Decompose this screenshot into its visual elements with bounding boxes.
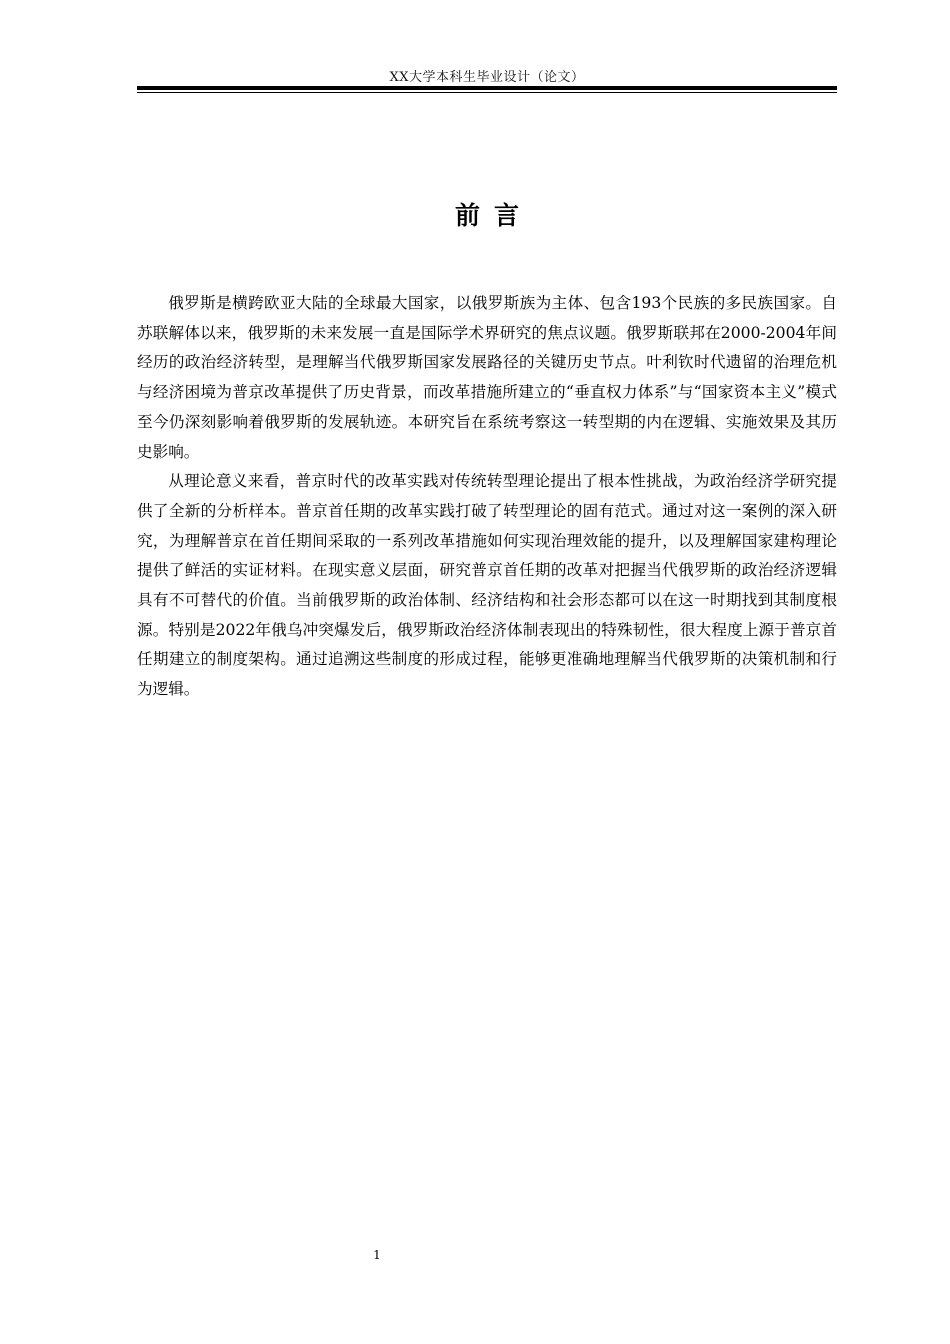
- paragraph-significance: 从理论意义来看，普京时代的改革实践对传统转型理论提出了根本性挑战，为政治经济学研究提供了全新的分析样本。普京首任期的改革实践打破了转型理论的固有范式。通过对这一案例的深入研究，为理解普京在首任期间采取的一系列改革措施如何实现治理效能的提升，以及理解国家建构理论提供了鲜活的实证材料。在现实意义层面，研究普京首任期的改革对把握当代俄罗斯的政治经济逻辑具有不可替代的价值。当前俄罗斯的政治体制、经济结构和社会形态都可以在这一时期找到其制度根源。特别是2022年俄乌冲突爆发后，俄罗斯政治经济体制表现出的特殊韧性，很大程度上源于普京首任期建立的制度架构。通过追溯这些制度的形成过程，能够更准确地理解当代俄罗斯的决策机制和行为逻辑。: [137, 472, 837, 699]
- header-rule-thick: [137, 86, 837, 90]
- body-text: [137, 289, 837, 705]
- section-title: 前言: [454, 201, 533, 230]
- header-rule-thin: [137, 92, 837, 93]
- page-number: 1: [373, 1248, 381, 1262]
- running-header: XX大学本科生毕业设计（论文）: [389, 70, 585, 85]
- paragraph-intro: 俄罗斯是横跨欧亚大陆的全球最大国家，以俄罗斯族为主体、包含193个民族的多民族国家。自苏联解体以来，俄罗斯的未来发展一直是国际学术界研究的焦点议题。俄罗斯联邦在2000-2004年间经历的政治经济转型，是理解当代俄罗斯国家发展路径的关键历史节点。叶利钦时代遗留的治理危机与经济困境为普京改革提供了历史背景，而改革措施所建立的“垂直权力体系”与“国家资本主义”模式至今仍深刻影响着俄罗斯的发展轨迹。本研究旨在系统考察这一转型期的内在逻辑、实施效果及其历史影响。: [137, 294, 837, 461]
